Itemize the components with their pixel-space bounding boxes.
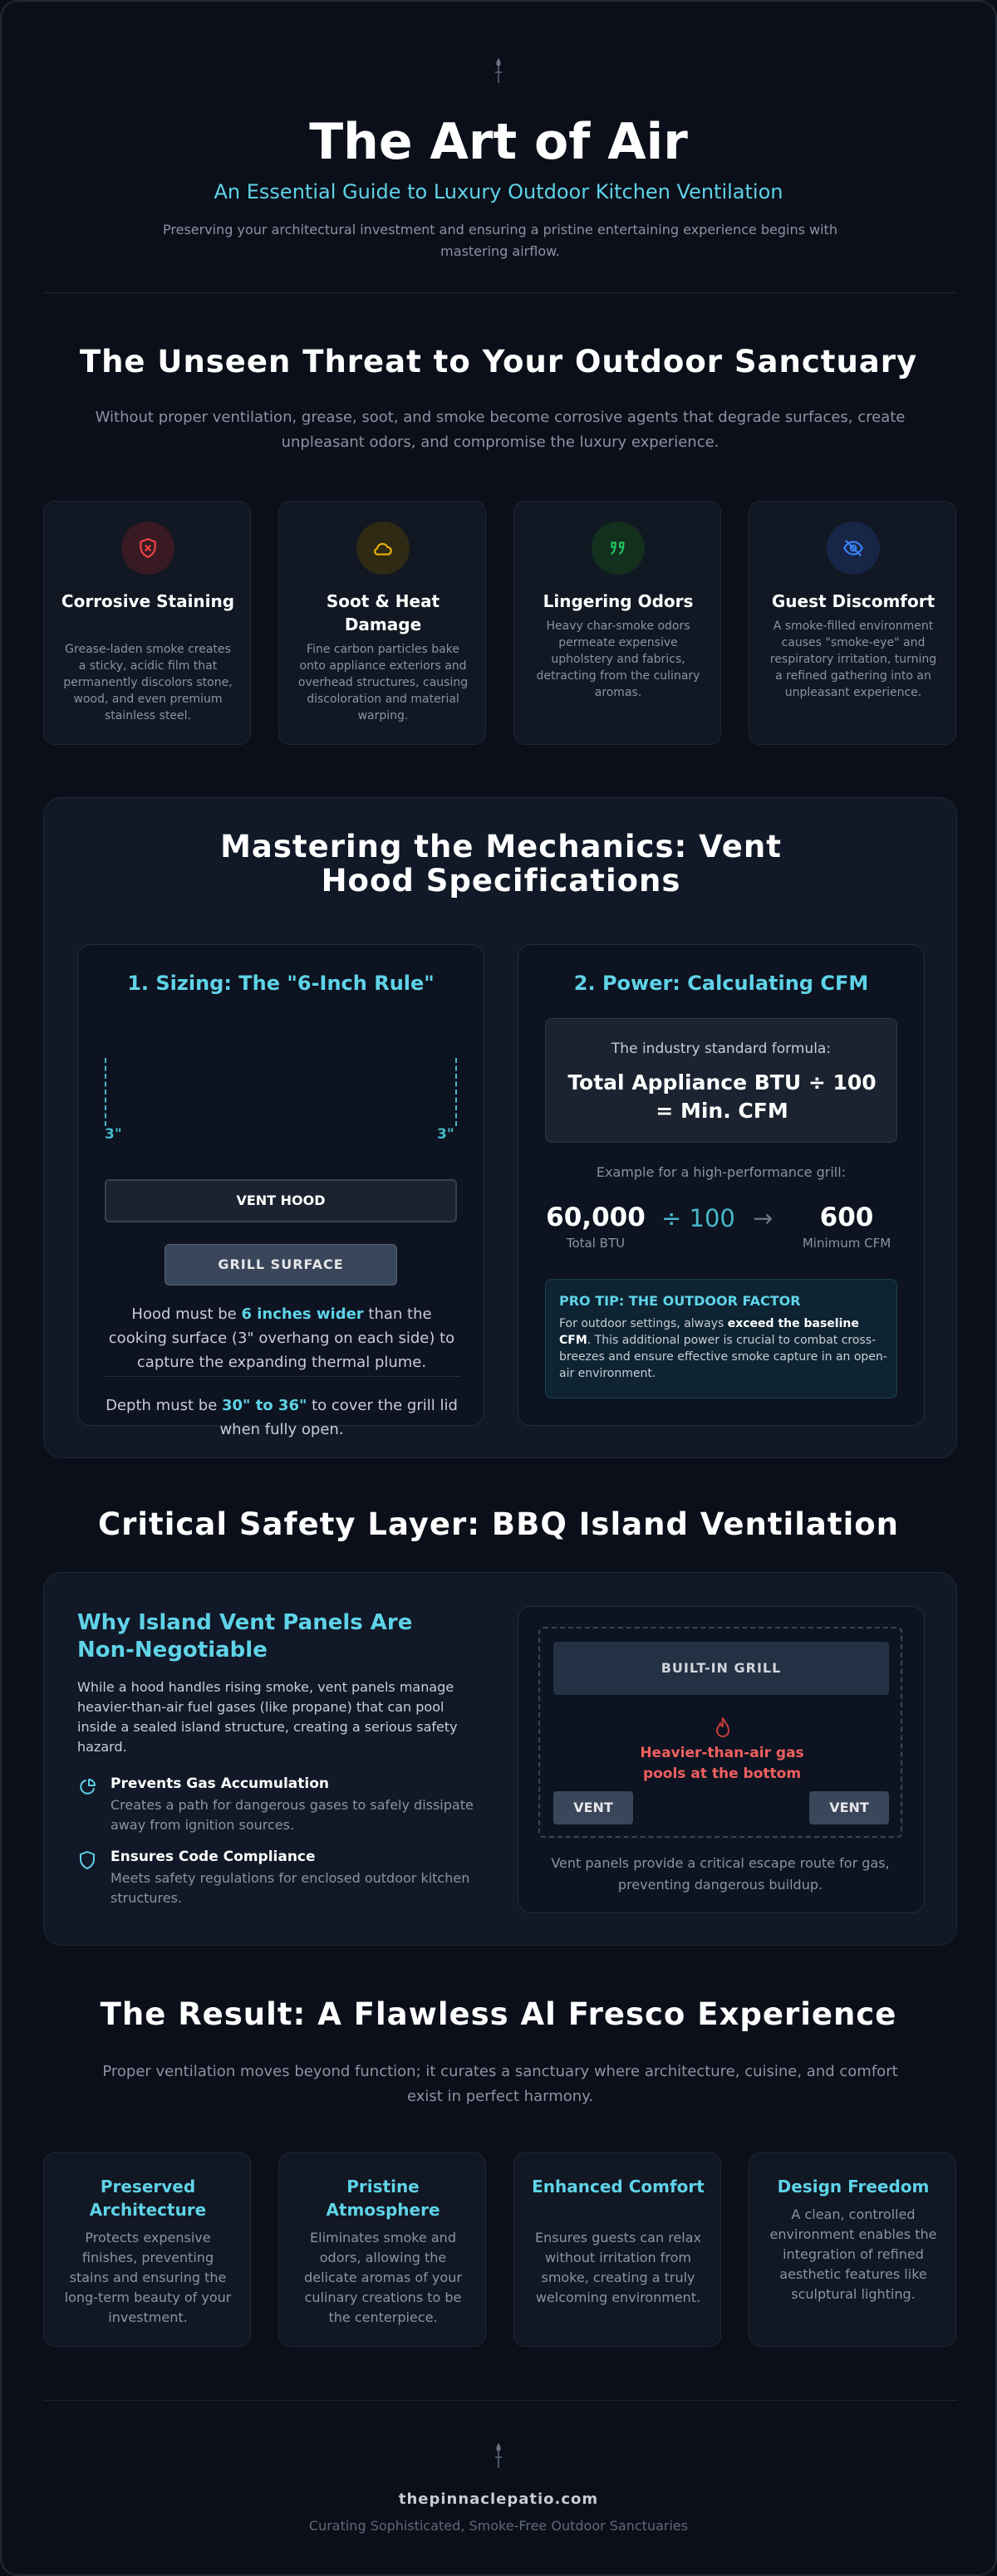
- flame-icon: [713, 1717, 733, 1740]
- example-caption: Example for a high-performance grill:: [596, 1164, 847, 1180]
- why-text: While a hood handles rising smoke, vent panels manage heavier-than-air fuel gases (like propane) that can pool inside a sealed island structure, creating a serious safety hazard.: [77, 1679, 458, 1755]
- gas-warning-text: Heavier-than-air gas pools at the bottom: [640, 1745, 804, 1782]
- arrow-right-icon: →: [753, 1204, 774, 1232]
- threat-card-corrosive: [43, 501, 251, 745]
- cfm-label: Minimum CFM: [802, 1236, 891, 1251]
- page-title: The Art of Air: [309, 113, 688, 171]
- island-diagram-card: [518, 1606, 925, 1913]
- island-structure: [538, 1627, 902, 1838]
- threat-heading: The Unseen Threat to Your Outdoor Sanctuary: [79, 344, 918, 380]
- result-text: Protects expensive finishes, preventing stains and ensuring the long-term beauty of your investment.: [64, 2230, 232, 2325]
- grill-surface-block: GRILL SURFACE: [165, 1244, 397, 1286]
- card-title: Lingering Odors: [543, 591, 694, 611]
- btu-value: 60,000: [546, 1202, 646, 1232]
- formula-caption: The industry standard formula:: [611, 1041, 832, 1057]
- result-title: Preserved Architecture: [89, 2177, 207, 2220]
- torch-logo-icon: [490, 56, 507, 85]
- sizing-divider: [103, 1376, 460, 1377]
- card-text: Grease-laden smoke creates a sticky, acidic film that permanently discolors stone, wood, and even premium stainless steel.: [63, 643, 233, 722]
- result-text: A clean, controlled environment enables the integration of refined aesthetic features like sculptural lighting.: [769, 2206, 937, 2302]
- sizing-title: 1. Sizing: The "6-Inch Rule": [127, 972, 435, 995]
- overhang-diagram: [105, 1058, 457, 1141]
- cloud-icon: [372, 537, 394, 559]
- pro-tip-text: For outdoor settings, always exceed the baseline CFM. This additional power is crucial to combat cross-breezes and ensure effective smoke capture in an open-air environment.: [559, 1317, 887, 1380]
- vent-panel-right: VENT: [809, 1791, 889, 1824]
- eye-off-icon: [842, 537, 864, 559]
- result-heading: The Result: A Flawless Al Fresco Experience: [100, 1996, 897, 2032]
- cfm-value: 600: [819, 1202, 874, 1232]
- safety-heading: Critical Safety Layer: BBQ Island Ventilation: [97, 1506, 900, 1542]
- card-title: Soot & Heat Damage: [326, 591, 440, 634]
- result-title: Enhanced Comfort: [532, 2177, 705, 2196]
- safety-panel: [43, 1572, 957, 1946]
- sizing-card: [77, 944, 484, 1438]
- threat-lead: Without proper ventilation, grease, soot, and smoke become corrosive agents that degrade surfaces, create unpleasant odors, and compromise the luxury experience.: [95, 409, 906, 451]
- card-text: A smoke-filled environment causes "smoke-eye" and respiratory irritation, turning a refined gathering into an unpleasant experience.: [769, 620, 937, 699]
- result-card-design: [749, 2152, 956, 2347]
- built-in-grill-block: BUILT-IN GRILL: [553, 1642, 889, 1695]
- feature-text: Meets safety regulations for enclosed outdoor kitchen structures.: [111, 1870, 470, 1906]
- vent-panel-left: VENT: [553, 1791, 633, 1824]
- depth-rule-text: Depth must be 30" to 36" to cover the grill lid when fully open.: [106, 1397, 458, 1438]
- torch-logo-icon: [490, 2441, 507, 2470]
- island-caption: Vent panels provide a critical escape route for gas, preventing dangerous buildup.: [551, 1855, 890, 1893]
- sizing-rule-text: Hood must be 6 inches wider than the cooking surface (3" overhang on each side) to capture the expanding thermal plume.: [108, 1305, 455, 1371]
- footer-site-link[interactable]: thepinnaclepatio.com: [398, 2490, 599, 2508]
- card-text: Heavy char-smoke odors permeate expensive upholstery and fabrics, detracting from the culinary aromas.: [536, 620, 700, 699]
- result-text: Ensures guests can relax without irritation from smoke, creating a truly welcoming environment.: [534, 2230, 701, 2305]
- feature-text: Creates a path for dangerous gases to safely dissipate away from ignition sources.: [111, 1797, 474, 1833]
- why-title: Why Island Vent Panels Are Non-Negotiable: [77, 1610, 413, 1663]
- card-title: Guest Discomfort: [771, 591, 936, 611]
- mechanics-panel: [43, 797, 957, 1458]
- right-overhang-line: [455, 1058, 457, 1126]
- feature-title: Prevents Gas Accumulation: [111, 1775, 329, 1792]
- btu-label: Total BTU: [566, 1236, 626, 1251]
- card-text: Fine carbon particles bake onto appliance exteriors and overhead structures, causing discoloration and material warping.: [297, 643, 469, 722]
- shield-icon: [77, 1850, 97, 1870]
- result-card-atmosphere: [278, 2152, 486, 2347]
- feature-title: Ensures Code Compliance: [111, 1849, 316, 1865]
- result-title: Design Freedom: [777, 2177, 930, 2196]
- result-card-comfort: [513, 2152, 721, 2347]
- left-overhang-line: [105, 1058, 106, 1126]
- threat-card-soot: [278, 501, 486, 745]
- formula-box: [545, 1018, 897, 1143]
- highlight-depth: 30" to 36": [222, 1397, 307, 1414]
- page-subtitle: An Essential Guide to Luxury Outdoor Kitchen Ventilation: [214, 180, 783, 203]
- power-title: 2. Power: Calculating CFM: [573, 972, 869, 995]
- threat-card-odors: [513, 501, 721, 745]
- page-intro: Preserving your architectural investment and ensuring a pristine entertaining experience begins with mastering airflow.: [163, 222, 837, 259]
- divide-operator: ÷ 100: [661, 1204, 735, 1232]
- quote-icon: [607, 537, 629, 559]
- card-title: Corrosive Staining: [61, 591, 235, 611]
- result-card-architecture: [43, 2152, 251, 2347]
- pro-tip-box: [545, 1279, 897, 1398]
- mechanics-heading: Mastering the Mechanics: Vent Hood Specifications: [220, 829, 782, 899]
- header-divider: [43, 292, 957, 293]
- vent-hood-block: VENT HOOD: [105, 1179, 457, 1222]
- shield-x-icon: [137, 537, 159, 559]
- power-card: [518, 944, 925, 1426]
- result-title: Pristine Atmosphere: [326, 2177, 440, 2220]
- result-lead: Proper ventilation moves beyond function; it curates a sanctuary where architecture, cuisine, and comfort exist in perfect harmony.: [102, 2063, 898, 2105]
- formula-text: Total Appliance BTU ÷ 100 = Min. CFM: [567, 1070, 877, 1123]
- left-overhang-label: 3": [105, 1126, 122, 1143]
- pie-chart-icon: [77, 1777, 97, 1797]
- right-overhang-label: 3": [437, 1126, 454, 1143]
- result-text: Eliminates smoke and odors, allowing the delicate aromas of your culinary creations to be the centerpiece.: [304, 2230, 462, 2325]
- threat-card-discomfort: [749, 501, 956, 745]
- pro-tip-title: PRO TIP: THE OUTDOOR FACTOR: [559, 1293, 801, 1309]
- footer-divider: [43, 2400, 957, 2401]
- highlight-6-inches: 6 inches wider: [241, 1305, 364, 1323]
- footer-tagline: Curating Sophisticated, Smoke-Free Outdoor Sanctuaries: [308, 2518, 689, 2534]
